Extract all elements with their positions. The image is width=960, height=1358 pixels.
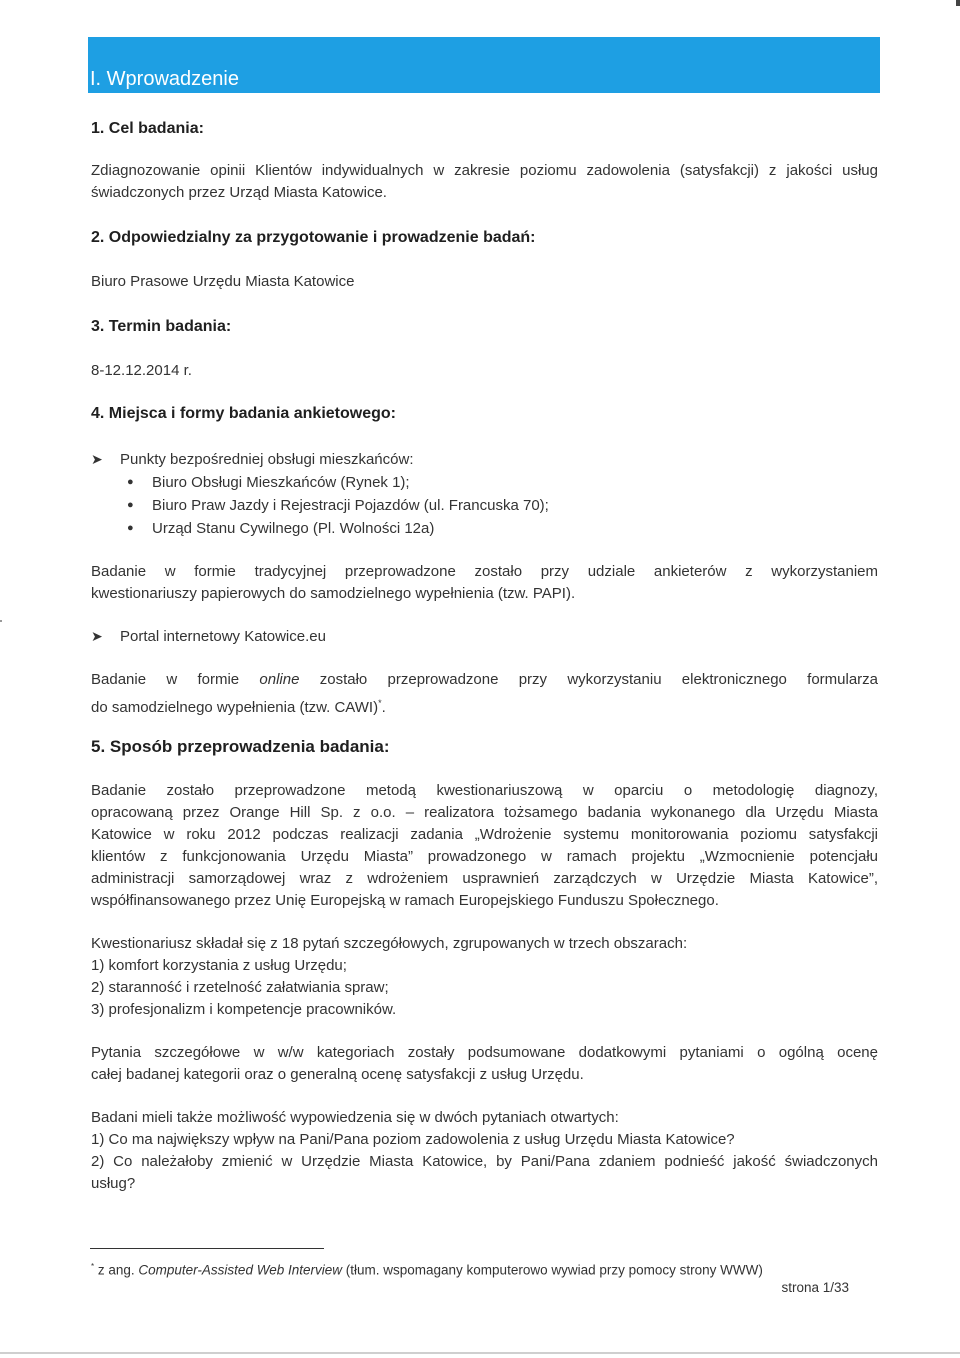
- sposob-line: opracowaną przez Orange Hill Sp. z o.o. – realizatora tożsamego badania wykonanego dla Urzędu Miasta: [91, 804, 878, 821]
- cel-line-1: Zdiagnozowanie opinii Klientów indywidualnych w zakresie poziomu zadowolenia (satysfakcji) z jakości usług: [91, 162, 878, 179]
- heading-miejsca: 4. Miejsca i formy badania ankietowego:: [91, 405, 396, 422]
- pytania-line: całej badanej kategorii oraz o generalną ocenę satysfakcji z usług Urzędu.: [91, 1066, 584, 1083]
- online-line-2: do samodzielnego wypełnienia (tzw. CAWI)*.: [91, 698, 386, 716]
- heading-odpowiedzialny: 2. Odpowiedzialny za przygotowanie i prowadzenie badań:: [91, 229, 536, 246]
- punkty-obslugi: Punkty bezpośredniej obsługi mieszkańców:: [120, 451, 414, 468]
- footnote-divider: [90, 1248, 324, 1249]
- obszar-item: 3) profesjonalizm i kompetencje pracowników.: [91, 1001, 397, 1018]
- page-bottom-edge: [0, 1352, 960, 1354]
- scan-speck: [0, 620, 2, 622]
- heading-sposob: 5. Sposób przeprowadzenia badania:: [91, 737, 390, 756]
- sposob-line: Badanie zostało przeprowadzone metodą kwestionariuszową w oparciu o metodologię diagnozy,: [91, 782, 878, 799]
- portal-internetowy: Portal internetowy Katowice.eu: [120, 628, 326, 645]
- bullet-item: Urząd Stanu Cywilnego (Pl. Wolności 12a): [152, 520, 435, 537]
- scan-mark: [956, 0, 960, 6]
- sposob-line: administracji samorządowej wraz z wdrożeniem usprawnień zarządczych w Urzędzie Miasta Katowice”,: [91, 870, 878, 887]
- footnote: * z ang. Computer-Assisted Web Interview (tłum. wspomagany komputerowo wywiad przy pomocy strony WWW): [91, 1262, 763, 1278]
- tradycyjna-line-1: Badanie w formie tradycyjnej przeprowadzone zostało przy udziale ankieterów z wykorzystaniem: [91, 563, 878, 580]
- bullet-dot-icon: ●: [127, 476, 134, 488]
- sposob-line: Katowice w roku 2012 podczas realizacji zadania „Wdrożenie systemu monitorowania poziomu satysfakcji: [91, 826, 878, 843]
- bullet-dot-icon: ●: [127, 499, 134, 511]
- cel-line-2: świadczonych przez Urząd Miasta Katowice.: [91, 184, 387, 201]
- pytanie-otwarte: 1) Co ma największy wpływ na Pani/Pana poziom zadowolenia z usług Urzędu Miasta Katowice?: [91, 1131, 735, 1148]
- sposob-line: klientów z funkcjonowania Urzędu Miasta” prowadzonego w ramach projektu „Wzmocnienie potencjału: [91, 848, 878, 865]
- pytanie-otwarte: 2) Co należałoby zmienić w Urzędzie Miasta Katowice, by Pani/Pana zdaniem podnieść jakość świadczonych: [91, 1153, 878, 1170]
- heading-termin: 3. Termin badania:: [91, 318, 232, 335]
- termin-text: 8-12.12.2014 r.: [91, 362, 192, 379]
- kwestionariusz-line: Kwestionariusz składał się z 18 pytań szczegółowych, zgrupowanych w trzech obszarach:: [91, 935, 688, 952]
- page-number: strona 1/33: [781, 1280, 849, 1295]
- sposob-line: współfinansowanego przez Unię Europejską w ramach Europejskiego Funduszu Społecznego.: [91, 892, 719, 909]
- bullet-dot-icon: ●: [127, 522, 134, 534]
- obszar-item: 1) komfort korzystania z usług Urzędu;: [91, 957, 347, 974]
- arrow-bullet-icon: ➤: [91, 628, 103, 644]
- obszar-item: 2) staranność i rzetelność załatwiania spraw;: [91, 979, 389, 996]
- tradycyjna-line-2: kwestionariuszy papierowych do samodzielnego wypełnienia (tzw. PAPI).: [91, 585, 576, 602]
- section-banner: [88, 37, 880, 93]
- banner-title: I. Wprowadzenie: [90, 68, 239, 90]
- odpowiedzialny-text: Biuro Prasowe Urzędu Miasta Katowice: [91, 273, 355, 290]
- bullet-item: Biuro Praw Jazdy i Rejestracji Pojazdów (ul. Francuska 70);: [152, 497, 549, 514]
- online-emphasis: online: [259, 671, 300, 688]
- pytania-line: Pytania szczegółowe w w/w kategoriach zostały podsumowane dodatkowymi pytaniami o ogólną ocenę: [91, 1044, 878, 1061]
- arrow-bullet-icon: ➤: [91, 451, 103, 467]
- heading-cel-badania: 1. Cel badania:: [91, 120, 204, 137]
- badani-line: Badani mieli także możliwość wypowiedzenia się w dwóch pytaniach otwartych:: [91, 1109, 619, 1126]
- bullet-item: Biuro Obsługi Mieszkańców (Rynek 1);: [152, 474, 410, 491]
- footnote-ref: *: [378, 698, 382, 708]
- footnote-emphasis: Computer-Assisted Web Interview: [138, 1262, 342, 1278]
- online-line-1: Badanie w formie online zostało przeprowadzone przy wykorzystaniu elektronicznego formularza: [91, 671, 879, 688]
- pytanie-otwarte-cont: usług?: [91, 1175, 136, 1192]
